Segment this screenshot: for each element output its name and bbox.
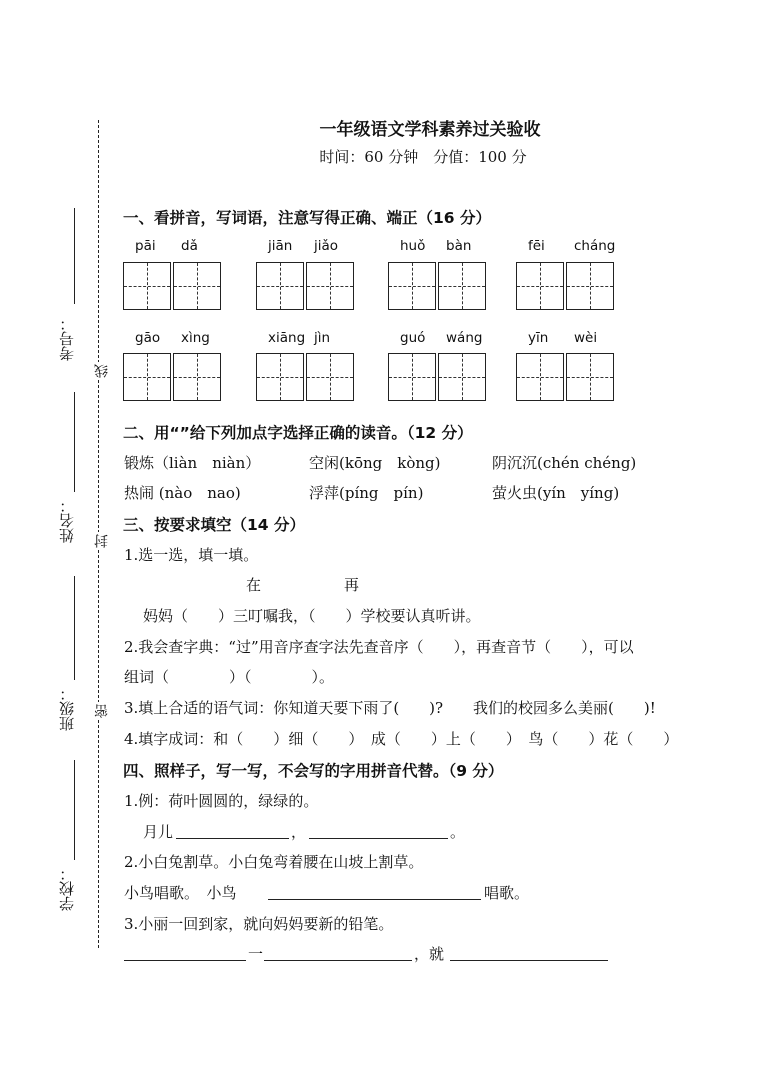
writing-box[interactable] — [516, 353, 564, 401]
writing-box[interactable] — [123, 262, 171, 310]
reading-item: 热闹 (nào nao) — [124, 484, 241, 502]
pinyin-syllable: wèi — [574, 330, 598, 346]
page-title: 一年级语文学科素养过关验收 — [319, 120, 541, 140]
banji-label: 班级： — [58, 686, 76, 731]
s4-q2-end: 唱歌。 — [484, 884, 530, 902]
pinyin-syllable: huǒ — [400, 238, 426, 254]
s3-q1: 1.选一选，填一填。 — [124, 546, 259, 564]
writing-box[interactable] — [388, 262, 436, 310]
s3-q4: 4.填字成词：和（ ）细（ ） 成（ ）上（ ） 鸟（ ）花（ ） — [124, 730, 679, 748]
kaohao-line — [74, 208, 75, 304]
banji-line — [74, 576, 75, 680]
pinyin-syllable: xìng — [181, 330, 210, 346]
writing-box[interactable] — [173, 353, 221, 401]
pinyin-syllable: bàn — [446, 238, 472, 254]
seal-char-mi: 密 — [94, 704, 110, 718]
answer-blank[interactable] — [264, 960, 412, 961]
s3-q1-sentence: 妈妈（ ）三叮嘱我，（ ）学校要认真听讲。 — [143, 607, 481, 625]
answer-blank[interactable] — [309, 838, 448, 839]
pinyin-syllable: jiān — [268, 238, 293, 254]
section1-heading: 一、看拼音，写词语，注意写得正确、端正（16 分） — [123, 209, 491, 227]
kaohao-label: 考号： — [58, 316, 76, 361]
pinyin-syllable: fēi — [528, 238, 545, 254]
xingming-line — [74, 392, 75, 492]
pinyin-syllable: yīn — [528, 330, 549, 346]
s4-q3-jiu: ，就 — [414, 945, 445, 963]
seal-char-feng: 封 — [94, 534, 110, 548]
writing-box[interactable] — [256, 353, 304, 401]
pinyin-syllable: xiāng — [268, 330, 306, 346]
section4-heading: 四、照样子，写一写，不会写的字用拼音代替。（9 分） — [123, 762, 504, 780]
s4-q1-start: 月儿 — [143, 823, 174, 841]
pinyin-syllable: dǎ — [181, 238, 198, 254]
s4-q2: 2.小白兔割草。小白兔弯着腰在山坡上割草。 — [124, 853, 424, 871]
writing-box[interactable] — [173, 262, 221, 310]
xuexiao-line — [74, 760, 75, 860]
s3-q2-line2: 组词（ ）（ ）。 — [124, 668, 335, 686]
answer-blank[interactable] — [124, 960, 246, 961]
pinyin-syllable: cháng — [574, 238, 616, 254]
s3-q1-option-zai: 在 — [246, 576, 262, 594]
writing-box[interactable] — [256, 262, 304, 310]
writing-box[interactable] — [566, 262, 614, 310]
writing-box[interactable] — [438, 353, 486, 401]
s4-q3: 3.小丽一回到家，就向妈妈要新的铅笔。 — [124, 915, 394, 933]
xingming-label: 姓名： — [58, 498, 76, 543]
writing-box[interactable] — [306, 262, 354, 310]
s4-q1-period: 。 — [450, 823, 466, 841]
writing-box[interactable] — [388, 353, 436, 401]
s4-q1: 1.例：荷叶圆圆的，绿绿的。 — [124, 792, 319, 810]
s3-q2-line1: 2.我会查字典：“过”用音序查字法先查音序（ ），再查音节（ ），可以 — [124, 638, 634, 656]
writing-box[interactable] — [306, 353, 354, 401]
xuexiao-label: 学校： — [58, 866, 76, 911]
reading-item: 阴沉沉(chén chéng) — [492, 454, 637, 472]
reading-item: 浮萍(píng pín) — [309, 484, 424, 502]
pinyin-syllable: jìn — [314, 330, 331, 346]
seal-char-xian: 线 — [94, 364, 110, 378]
s3-q1-option-zai2: 再 — [344, 576, 360, 594]
writing-box[interactable] — [438, 262, 486, 310]
s4-q3-yi: 一 — [248, 945, 264, 963]
writing-box[interactable] — [516, 262, 564, 310]
reading-item: 锻炼（liàn niàn） — [124, 454, 261, 472]
page-subtitle: 时间：60 分钟 分值：100 分 — [319, 148, 527, 166]
s4-q1-comma: ， — [291, 823, 307, 841]
pinyin-syllable: pāi — [135, 238, 156, 254]
reading-item: 萤火虫(yín yíng) — [492, 484, 620, 502]
section3-heading: 三、按要求填空（14 分） — [123, 516, 305, 534]
section2-heading: 二、用“”给下列加点字选择正确的读音。（12 分） — [123, 424, 473, 442]
writing-box[interactable] — [566, 353, 614, 401]
answer-blank[interactable] — [268, 899, 481, 900]
pinyin-syllable: wáng — [446, 330, 483, 346]
pinyin-syllable: guó — [400, 330, 426, 346]
pinyin-syllable: gāo — [135, 330, 161, 346]
pinyin-syllable: jiǎo — [314, 238, 339, 254]
writing-box[interactable] — [123, 353, 171, 401]
s3-q3: 3.填上合适的语气词：你知道天要下雨了( )? 我们的校园多么美丽( )! — [124, 699, 656, 717]
answer-blank[interactable] — [176, 838, 289, 839]
answer-blank[interactable] — [450, 960, 608, 961]
s4-q2-start: 小鸟唱歌。 小鸟 — [124, 884, 237, 902]
reading-item: 空闲(kōng kòng) — [309, 454, 441, 472]
